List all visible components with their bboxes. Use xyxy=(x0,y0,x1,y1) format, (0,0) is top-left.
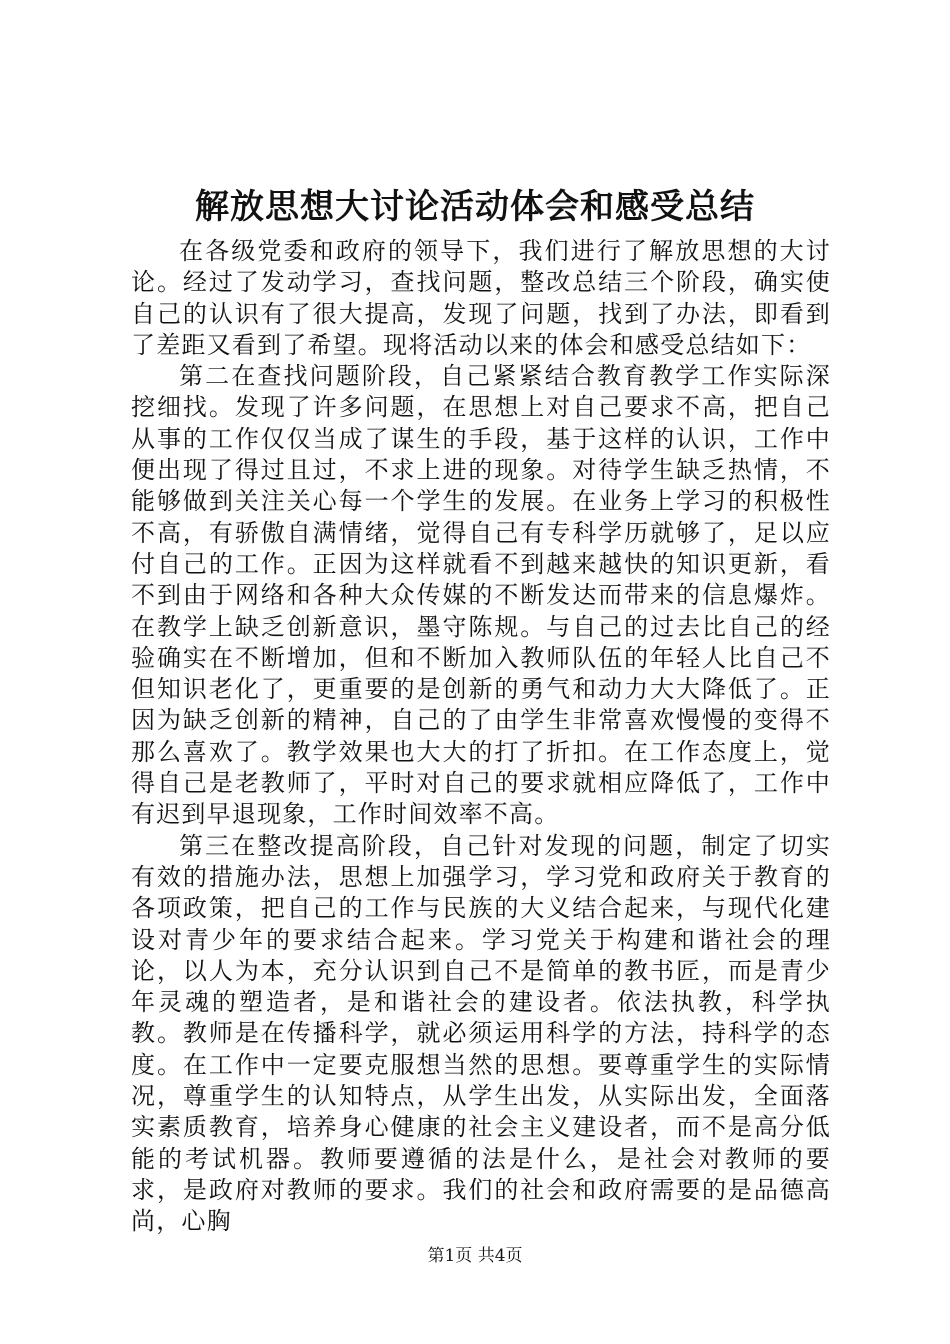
paragraph-second-stage: 第二在查找问题阶段，自己紧紧结合教育教学工作实际深挖细找。发现了许多问题，在思想上对自己要求不高，把自己从事的工作仅仅当成了谋生的手段，基于这样的认识，工作中便出现了得过且过，不求上进的现象。对待学生缺乏热情，不能够做到关注关心每一个学生的发展。在业务上学习的积极性不高，有骄傲自满情绪，觉得自己有专科学历就够了，足以应付自己的工作。正因为这样就看不到越来越快的知识更新，看不到由于网络和各种大众传媒的不断发达而带来的信息爆炸。在教学上缺乏创新意识，墨守陈规。与自己的过去比自己的经验确实在不断增加，但和不断加入教师队伍的年轻人比自己不但知识老化了，更重要的是创新的勇气和动力大大降低了。正因为缺乏创新的精神，自己的了由学生非常喜欢慢慢的变得不那么喜欢了。教学效果也大大的打了折扣。在工作态度上，觉得自己是老教师了，平时对自己的要求就相应降低了，工作中有迟到早退现象，工作时间效率不高。 xyxy=(131,362,831,829)
page-footer: 第1页 共4页 xyxy=(427,1246,523,1266)
document-body xyxy=(131,236,831,1238)
paragraph-third-stage: 第三在整改提高阶段，自己针对发现的问题，制定了切实有效的措施办法，思想上加强学习，学习党和政府关于教育的各项政策，把自己的工作与民族的大义结合起来，与现代化建设对青少年的要求结合起来。学习党关于构建和谐社会的理论，以人为本，充分认识到自己不是简单的教书匠，而是青少年灵魂的塑造者，是和谐社会的建设者。依法执教，科学执教。教师是在传播科学，就必须运用科学的方法，持科学的态度。在工作中一定要克服想当然的思想。要尊重学生的实际情况，尊重学生的认知特点，从学生出发，从实际出发，全面落实素质教育，培养身心健康的社会主义建设者，而不是高分低能的考试机器。教师要遵循的法是什么，是社会对教师的要求，是政府对教师的要求。我们的社会和政府需要的是品德高尚，心胸 xyxy=(131,831,831,1236)
document-title: 解放思想大讨论活动体会和感受总结 xyxy=(195,187,755,227)
paragraph-intro: 在各级党委和政府的领导下，我们进行了解放思想的大讨论。经过了发动学习，查找问题，整改总结三个阶段，确实使自己的认识有了很大提高，发现了问题，找到了办法，即看到了差距又看到了希望。现将活动以来的体会和感受总结如下： xyxy=(131,237,831,359)
